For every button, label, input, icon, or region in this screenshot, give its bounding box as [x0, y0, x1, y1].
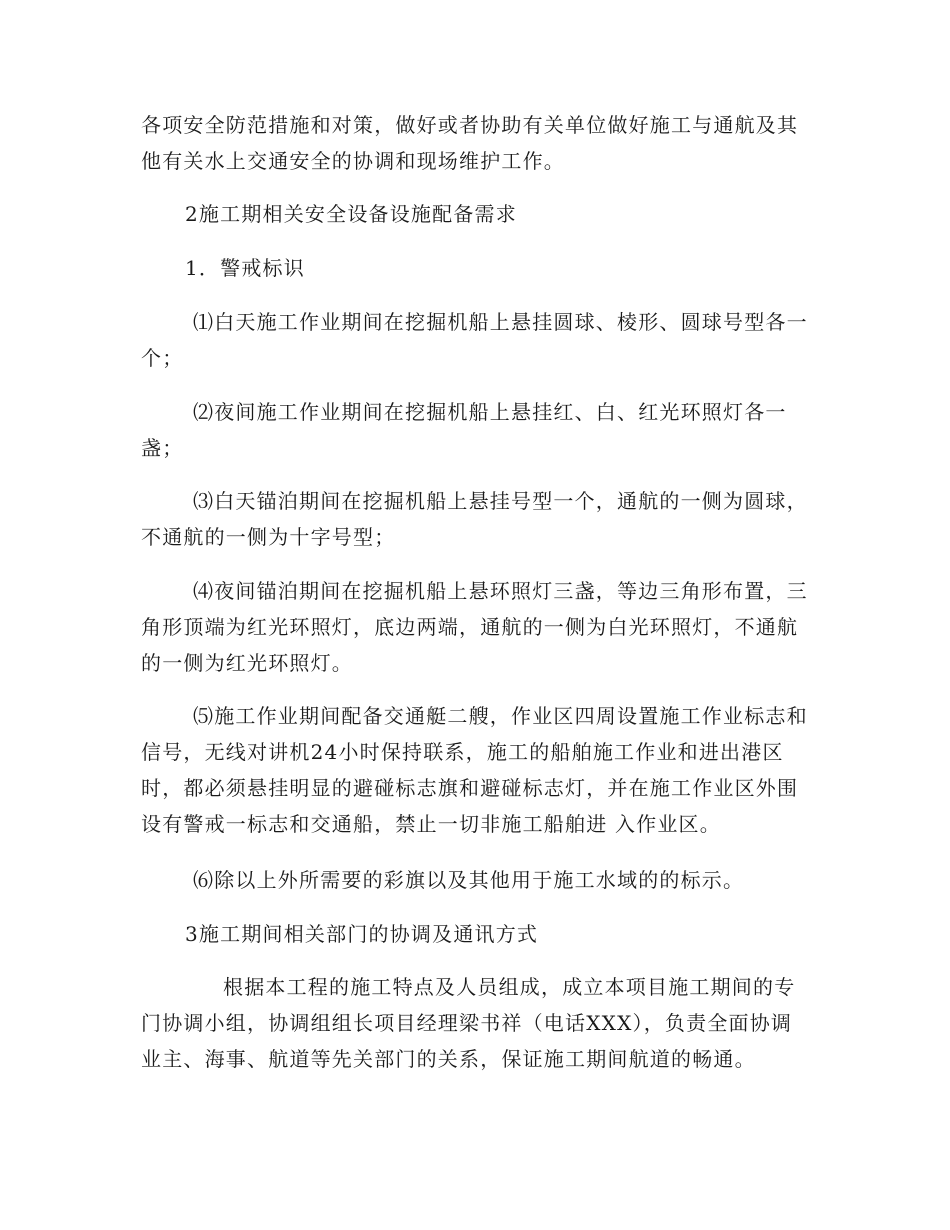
section-heading-2: 2施工期相关安全设备设施配备需求: [185, 202, 517, 226]
list-item-4: ⑷夜间锚泊期间在挖掘机船上悬环照灯三盏，等边三角形布置，三角形顶端为红光环照灯，底边两端，通航的一侧为白光环照灯，不通航的一侧为红光环照灯。: [141, 579, 808, 675]
list-item-3: ⑶白天锚泊期间在挖掘机船上悬挂号型一个，通航的一侧为圆球，不通航的一侧为十字号型；: [141, 489, 808, 549]
list-item-6: ⑹除以上外所需要的彩旗以及其他用于施工水域的的标示。: [193, 868, 745, 892]
list-item-1: ⑴白天施工作业期间在挖掘机船上悬挂圆球、棱形、圆球号型各一个；: [141, 310, 808, 370]
list-item-5: ⑸施工作业期间配备交通艇二艘，作业区四周设置施工作业标志和信号，无线对讲机24小时保持联系，施工的船舶施工作业和进出港区时，都必须悬挂明显的避碰标志旗和避碰标志灯，并在施工作业区外围设有警戒一标志和交通船，禁止一切非施工船舶进 入作业区。: [141, 704, 808, 836]
subheading-warning-signs: 1．警戒标识: [185, 256, 305, 280]
paragraph-coordination: 根据本工程的施工特点及人员组成，成立本项目施工期间的专门协调小组，协调组组长项目经理梁书祥（电话XXX），负责全面协调业主、海事、航道等先关部门的关系，保证施工期间航道的畅通。: [141, 975, 796, 1071]
list-item-2: ⑵夜间施工作业期间在挖掘机船上悬挂红、白、红光环照灯各一盏；: [141, 400, 787, 460]
section-heading-3: 3施工期间相关部门的协调及通讯方式: [185, 922, 539, 946]
paragraph-safety-measures-continued: 各项安全防范措施和对策，做好或者协助有关单位做好施工与通航及其他有关水上交通安全的协调和现场维护工作。: [141, 113, 799, 173]
